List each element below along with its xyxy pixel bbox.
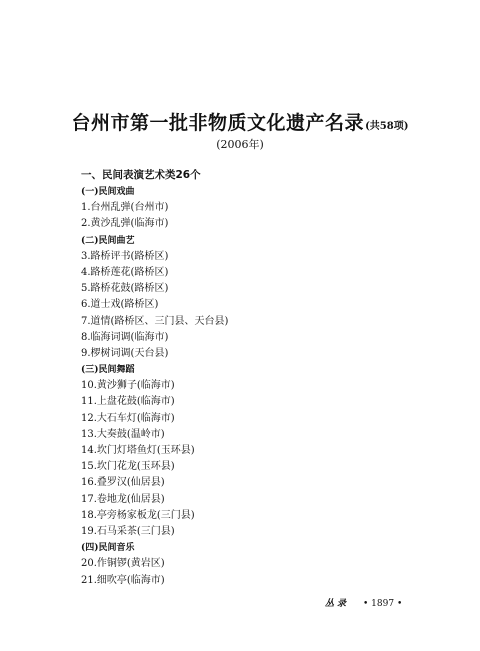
list-item: 3.路桥评书(路桥区): [81, 250, 169, 262]
list-item: 11.上盘花鼓(临海市): [81, 396, 175, 408]
page-subtitle: (2006年): [216, 138, 264, 151]
list-item: 1.台州乱弹(台州市): [81, 202, 169, 214]
page-number: • 1897 •: [363, 599, 403, 609]
list-item: 14.坎门灯塔鱼灯(玉环县): [81, 445, 195, 456]
list-item: 6.道士戏(路桥区): [81, 299, 159, 311]
list-lines: [81, 184, 411, 589]
list-item: 5.路桥花鼓(路桥区): [81, 283, 169, 295]
list-item: 17.卷地龙(仙居县): [81, 493, 165, 505]
list-item: 16.叠罗汉(仙居县): [81, 477, 165, 489]
section-heading: 一、民间表演艺术类26个: [81, 169, 201, 181]
list-item: 8.临海词调(临海市): [81, 331, 169, 343]
category-heading: (一)民间戏曲: [81, 187, 135, 197]
page-title: 台州市第一批非物质文化遗产名录: [71, 112, 365, 134]
list-item: 10.黄沙狮子(临海市): [81, 380, 175, 392]
category-heading: (三)民间舞蹈: [81, 365, 135, 376]
list-item: 19.石马采茶(三门县): [81, 525, 175, 537]
page-footer: [325, 596, 402, 609]
list-item: 9.椤树词调(天台县): [81, 347, 169, 359]
footer-label: 丛录: [325, 599, 350, 609]
category-heading: (四)民间音乐: [81, 543, 135, 554]
list-item: 15.坎门花龙(玉环县): [81, 461, 175, 473]
content-list: [81, 166, 411, 589]
category-heading: (二)民间曲艺: [81, 235, 135, 246]
list-item: 4.路桥莲花(路桥区): [81, 266, 169, 278]
list-item: 21.细吹亭(临海市): [81, 574, 165, 586]
list-item: 7.道情(路桥区、三门县、天台县): [81, 315, 229, 327]
list-item: 12.大石车灯(临海市): [81, 412, 175, 424]
list-item: 13.大奏鼓(温岭市): [81, 428, 165, 440]
list-item: 2.黄沙乱弹(临海市): [81, 218, 169, 230]
title-row: [0, 108, 480, 135]
list-item: 18.亭旁杨家板龙(三门县): [81, 509, 195, 521]
list-item: 20.作铜锣(黄岩区): [81, 558, 165, 570]
title-note: (共58项): [365, 121, 409, 132]
